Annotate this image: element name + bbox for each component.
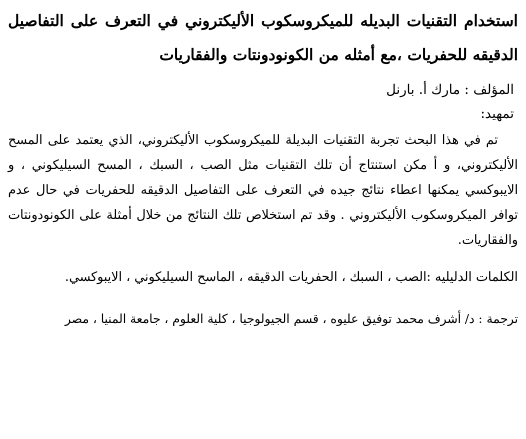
author-line: المؤلف : مارك أ. بارنل: [386, 82, 514, 98]
intro-heading: تمهيد:: [480, 106, 514, 122]
keywords-line: الكلمات الدليليه :الصب ، السبك ، الحفريات الدقيقه ، الماسح السيليكوني ، الايبوكسي.: [64, 270, 518, 285]
translator-line: ترجمة : د/ أشرف محمد توفيق عليوه ، قسم الجيولوجيا ، كلية العلوم ، جامعة المنيا ، مصر: [64, 312, 518, 326]
document-title: استخدام التقنيات البديله للميكروسكوب الأليكتروني في التعرف على التفاصيل الدقيقه للحفريات ،مع أمثله من الكونودونتات والفقاريات: [8, 11, 518, 64]
abstract-paragraph: تم في هذا البحث تجربة التقنيات البديلة للميكروسكوب الأليكتروني، الذي يعتمد على المسح الأليكتروني، و أ مكن استنتاج أن تلك التقنيات مثل الصب ، السبك ، المسح السيليكوني ، و الايبوكسي يمكنها اعطاء نتائج جيده في التعرف على التفاصيل الدقيقه للحفريات في حال عدم توافر الميكروسكوب الأليكتروني . وقد تم استخلاص تلك النتائج من خلال أمثلة على الكونودونتات والفقاريات.: [8, 133, 518, 248]
